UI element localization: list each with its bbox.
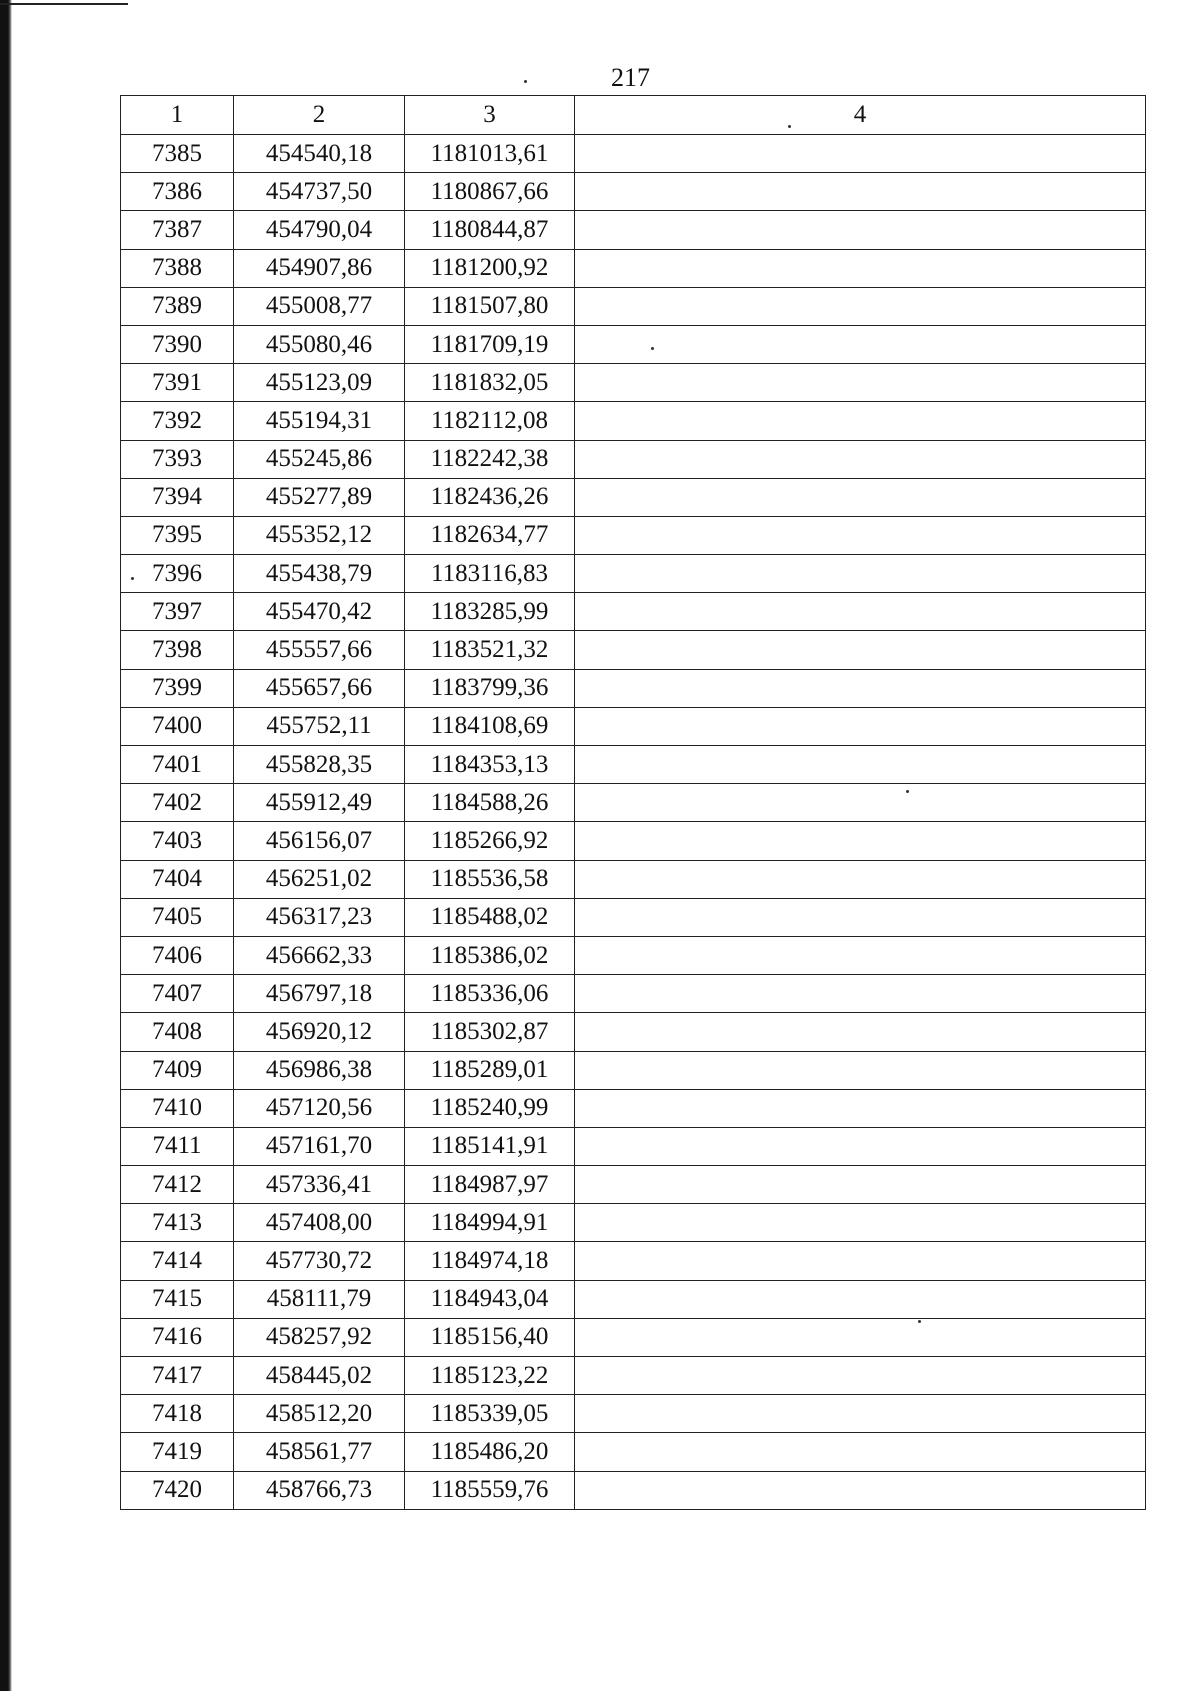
y-coordinate-cell: 1181013,61 — [405, 135, 575, 173]
table-body — [121, 135, 1146, 1510]
x-coordinate-cell: 457120,56 — [234, 1089, 405, 1127]
table-row — [121, 478, 1146, 516]
note-cell — [575, 860, 1146, 898]
note-cell — [575, 936, 1146, 974]
table-row — [121, 1089, 1146, 1127]
table-row — [121, 898, 1146, 936]
x-coordinate-cell: 454540,18 — [234, 135, 405, 173]
y-coordinate-cell: 1185386,02 — [405, 936, 575, 974]
note-cell — [575, 211, 1146, 249]
coordinates-table — [120, 95, 1146, 1510]
table-row — [121, 860, 1146, 898]
note-cell — [575, 173, 1146, 211]
table-row — [121, 1166, 1146, 1204]
point-number-cell: 7393 — [121, 440, 234, 478]
note-cell — [575, 1280, 1146, 1318]
point-number-cell: 7414 — [121, 1242, 234, 1280]
table-row — [121, 173, 1146, 211]
x-coordinate-cell: 457161,70 — [234, 1127, 405, 1165]
note-cell — [575, 1204, 1146, 1242]
x-coordinate-cell: 455080,46 — [234, 325, 405, 363]
note-cell — [575, 669, 1146, 707]
x-coordinate-cell: 455245,86 — [234, 440, 405, 478]
x-coordinate-cell: 457336,41 — [234, 1166, 405, 1204]
table-row — [121, 1013, 1146, 1051]
y-coordinate-cell: 1185559,76 — [405, 1471, 575, 1509]
table-row — [121, 746, 1146, 784]
x-coordinate-cell: 455470,42 — [234, 593, 405, 631]
x-coordinate-cell: 456920,12 — [234, 1013, 405, 1051]
scan-speck — [524, 80, 527, 83]
note-cell — [575, 898, 1146, 936]
note-cell — [575, 593, 1146, 631]
y-coordinate-cell: 1185240,99 — [405, 1089, 575, 1127]
y-coordinate-cell: 1180867,66 — [405, 173, 575, 211]
y-coordinate-cell: 1181709,19 — [405, 325, 575, 363]
note-cell — [575, 478, 1146, 516]
header-cell-2: 2 — [234, 96, 405, 135]
table-row — [121, 1318, 1146, 1356]
note-cell — [575, 135, 1146, 173]
table-row — [121, 707, 1146, 745]
header-cell-1: 1 — [121, 96, 234, 135]
y-coordinate-cell: 1181832,05 — [405, 364, 575, 402]
note-cell — [575, 1242, 1146, 1280]
note-cell — [575, 555, 1146, 593]
point-number-cell: 7416 — [121, 1318, 234, 1356]
note-cell — [575, 1051, 1146, 1089]
point-number-cell: 7419 — [121, 1433, 234, 1471]
table-row — [121, 249, 1146, 287]
point-number-cell: 7387 — [121, 211, 234, 249]
point-number-cell: 7395 — [121, 516, 234, 554]
point-number-cell: 7398 — [121, 631, 234, 669]
x-coordinate-cell: 455438,79 — [234, 555, 405, 593]
x-coordinate-cell: 458445,02 — [234, 1357, 405, 1395]
point-number-cell: 7391 — [121, 364, 234, 402]
table-row — [121, 364, 1146, 402]
point-number-cell: 7404 — [121, 860, 234, 898]
note-cell — [575, 1089, 1146, 1127]
point-number-cell: 7394 — [121, 478, 234, 516]
note-cell — [575, 631, 1146, 669]
x-coordinate-cell: 454737,50 — [234, 173, 405, 211]
table-row — [121, 325, 1146, 363]
y-coordinate-cell: 1184994,91 — [405, 1204, 575, 1242]
table-row — [121, 822, 1146, 860]
y-coordinate-cell: 1185289,01 — [405, 1051, 575, 1089]
y-coordinate-cell: 1185486,20 — [405, 1433, 575, 1471]
table-row — [121, 1127, 1146, 1165]
y-coordinate-cell: 1183521,32 — [405, 631, 575, 669]
point-number-cell: 7386 — [121, 173, 234, 211]
point-number-cell: 7389 — [121, 287, 234, 325]
y-coordinate-cell: 1183285,99 — [405, 593, 575, 631]
y-coordinate-cell: 1182436,26 — [405, 478, 575, 516]
point-number-cell: 7418 — [121, 1395, 234, 1433]
table-row — [121, 631, 1146, 669]
note-cell — [575, 1395, 1146, 1433]
point-number-cell: 7402 — [121, 784, 234, 822]
point-number-cell: 7417 — [121, 1357, 234, 1395]
table-row — [121, 1242, 1146, 1280]
table-row — [121, 516, 1146, 554]
x-coordinate-cell: 455752,11 — [234, 707, 405, 745]
x-coordinate-cell: 455912,49 — [234, 784, 405, 822]
y-coordinate-cell: 1181507,80 — [405, 287, 575, 325]
point-number-cell: 7407 — [121, 975, 234, 1013]
table-row — [121, 440, 1146, 478]
x-coordinate-cell: 455277,89 — [234, 478, 405, 516]
point-number-cell: 7412 — [121, 1166, 234, 1204]
note-cell — [575, 822, 1146, 860]
note-cell — [575, 975, 1146, 1013]
point-number-cell: 7411 — [121, 1127, 234, 1165]
x-coordinate-cell: 456251,02 — [234, 860, 405, 898]
table-row — [121, 784, 1146, 822]
x-coordinate-cell: 456317,23 — [234, 898, 405, 936]
x-coordinate-cell: 454790,04 — [234, 211, 405, 249]
table-row — [121, 287, 1146, 325]
y-coordinate-cell: 1185141,91 — [405, 1127, 575, 1165]
y-coordinate-cell: 1183799,36 — [405, 669, 575, 707]
point-number-cell: 7410 — [121, 1089, 234, 1127]
note-cell — [575, 1013, 1146, 1051]
y-coordinate-cell: 1184353,13 — [405, 746, 575, 784]
y-coordinate-cell: 1185339,05 — [405, 1395, 575, 1433]
note-cell — [575, 707, 1146, 745]
point-number-cell: 7396 — [121, 555, 234, 593]
table-row — [121, 669, 1146, 707]
y-coordinate-cell: 1185302,87 — [405, 1013, 575, 1051]
point-number-cell: 7397 — [121, 593, 234, 631]
y-coordinate-cell: 1183116,83 — [405, 555, 575, 593]
table-row — [121, 1051, 1146, 1089]
x-coordinate-cell: 456797,18 — [234, 975, 405, 1013]
scan-corner-line — [0, 3, 128, 5]
point-number-cell: 7392 — [121, 402, 234, 440]
y-coordinate-cell: 1182242,38 — [405, 440, 575, 478]
table-row — [121, 1357, 1146, 1395]
x-coordinate-cell: 455008,77 — [234, 287, 405, 325]
y-coordinate-cell: 1184588,26 — [405, 784, 575, 822]
note-cell — [575, 516, 1146, 554]
x-coordinate-cell: 458111,79 — [234, 1280, 405, 1318]
x-coordinate-cell: 456986,38 — [234, 1051, 405, 1089]
table-row — [121, 555, 1146, 593]
table-row — [121, 593, 1146, 631]
y-coordinate-cell: 1185156,40 — [405, 1318, 575, 1356]
x-coordinate-cell: 458512,20 — [234, 1395, 405, 1433]
table-row — [121, 975, 1146, 1013]
x-coordinate-cell: 455194,31 — [234, 402, 405, 440]
y-coordinate-cell: 1185266,92 — [405, 822, 575, 860]
y-coordinate-cell: 1185536,58 — [405, 860, 575, 898]
y-coordinate-cell: 1184943,04 — [405, 1280, 575, 1318]
x-coordinate-cell: 455123,09 — [234, 364, 405, 402]
y-coordinate-cell: 1184987,97 — [405, 1166, 575, 1204]
note-cell — [575, 746, 1146, 784]
y-coordinate-cell: 1182634,77 — [405, 516, 575, 554]
point-number-cell: 7390 — [121, 325, 234, 363]
x-coordinate-cell: 457408,00 — [234, 1204, 405, 1242]
y-coordinate-cell: 1181200,92 — [405, 249, 575, 287]
y-coordinate-cell: 1184108,69 — [405, 707, 575, 745]
point-number-cell: 7403 — [121, 822, 234, 860]
point-number-cell: 7409 — [121, 1051, 234, 1089]
x-coordinate-cell: 454907,86 — [234, 249, 405, 287]
scan-edge-shadow — [0, 0, 12, 1691]
y-coordinate-cell: 1182112,08 — [405, 402, 575, 440]
point-number-cell: 7408 — [121, 1013, 234, 1051]
note-cell — [575, 1471, 1146, 1509]
y-coordinate-cell: 1180844,87 — [405, 211, 575, 249]
note-cell — [575, 1127, 1146, 1165]
point-number-cell: 7400 — [121, 707, 234, 745]
point-number-cell: 7406 — [121, 936, 234, 974]
point-number-cell: 7385 — [121, 135, 234, 173]
table-row — [121, 1204, 1146, 1242]
y-coordinate-cell: 1184974,18 — [405, 1242, 575, 1280]
header-cell-4: 4 — [575, 96, 1146, 135]
note-cell — [575, 1357, 1146, 1395]
x-coordinate-cell: 455352,12 — [234, 516, 405, 554]
table-row — [121, 936, 1146, 974]
x-coordinate-cell: 455828,35 — [234, 746, 405, 784]
point-number-cell: 7388 — [121, 249, 234, 287]
x-coordinate-cell: 455557,66 — [234, 631, 405, 669]
table-row — [121, 1433, 1146, 1471]
y-coordinate-cell: 1185336,06 — [405, 975, 575, 1013]
x-coordinate-cell: 456662,33 — [234, 936, 405, 974]
point-number-cell: 7401 — [121, 746, 234, 784]
x-coordinate-cell: 458766,73 — [234, 1471, 405, 1509]
note-cell — [575, 784, 1146, 822]
header-cell-3: 3 — [405, 96, 575, 135]
x-coordinate-cell: 455657,66 — [234, 669, 405, 707]
table-row — [121, 135, 1146, 173]
table-row — [121, 402, 1146, 440]
note-cell — [575, 402, 1146, 440]
table-row — [121, 1471, 1146, 1509]
x-coordinate-cell: 458257,92 — [234, 1318, 405, 1356]
note-cell — [575, 325, 1146, 363]
table-row — [121, 211, 1146, 249]
note-cell — [575, 1166, 1146, 1204]
page-number: 217 — [611, 63, 650, 92]
point-number-cell: 7399 — [121, 669, 234, 707]
table-row — [121, 1395, 1146, 1433]
x-coordinate-cell: 458561,77 — [234, 1433, 405, 1471]
x-coordinate-cell: 456156,07 — [234, 822, 405, 860]
note-cell — [575, 1318, 1146, 1356]
point-number-cell: 7413 — [121, 1204, 234, 1242]
note-cell — [575, 1433, 1146, 1471]
y-coordinate-cell: 1185488,02 — [405, 898, 575, 936]
note-cell — [575, 440, 1146, 478]
table-row — [121, 1280, 1146, 1318]
table-header-row — [121, 96, 1146, 135]
note-cell — [575, 249, 1146, 287]
note-cell — [575, 364, 1146, 402]
x-coordinate-cell: 457730,72 — [234, 1242, 405, 1280]
point-number-cell: 7415 — [121, 1280, 234, 1318]
point-number-cell: 7405 — [121, 898, 234, 936]
note-cell — [575, 287, 1146, 325]
point-number-cell: 7420 — [121, 1471, 234, 1509]
y-coordinate-cell: 1185123,22 — [405, 1357, 575, 1395]
